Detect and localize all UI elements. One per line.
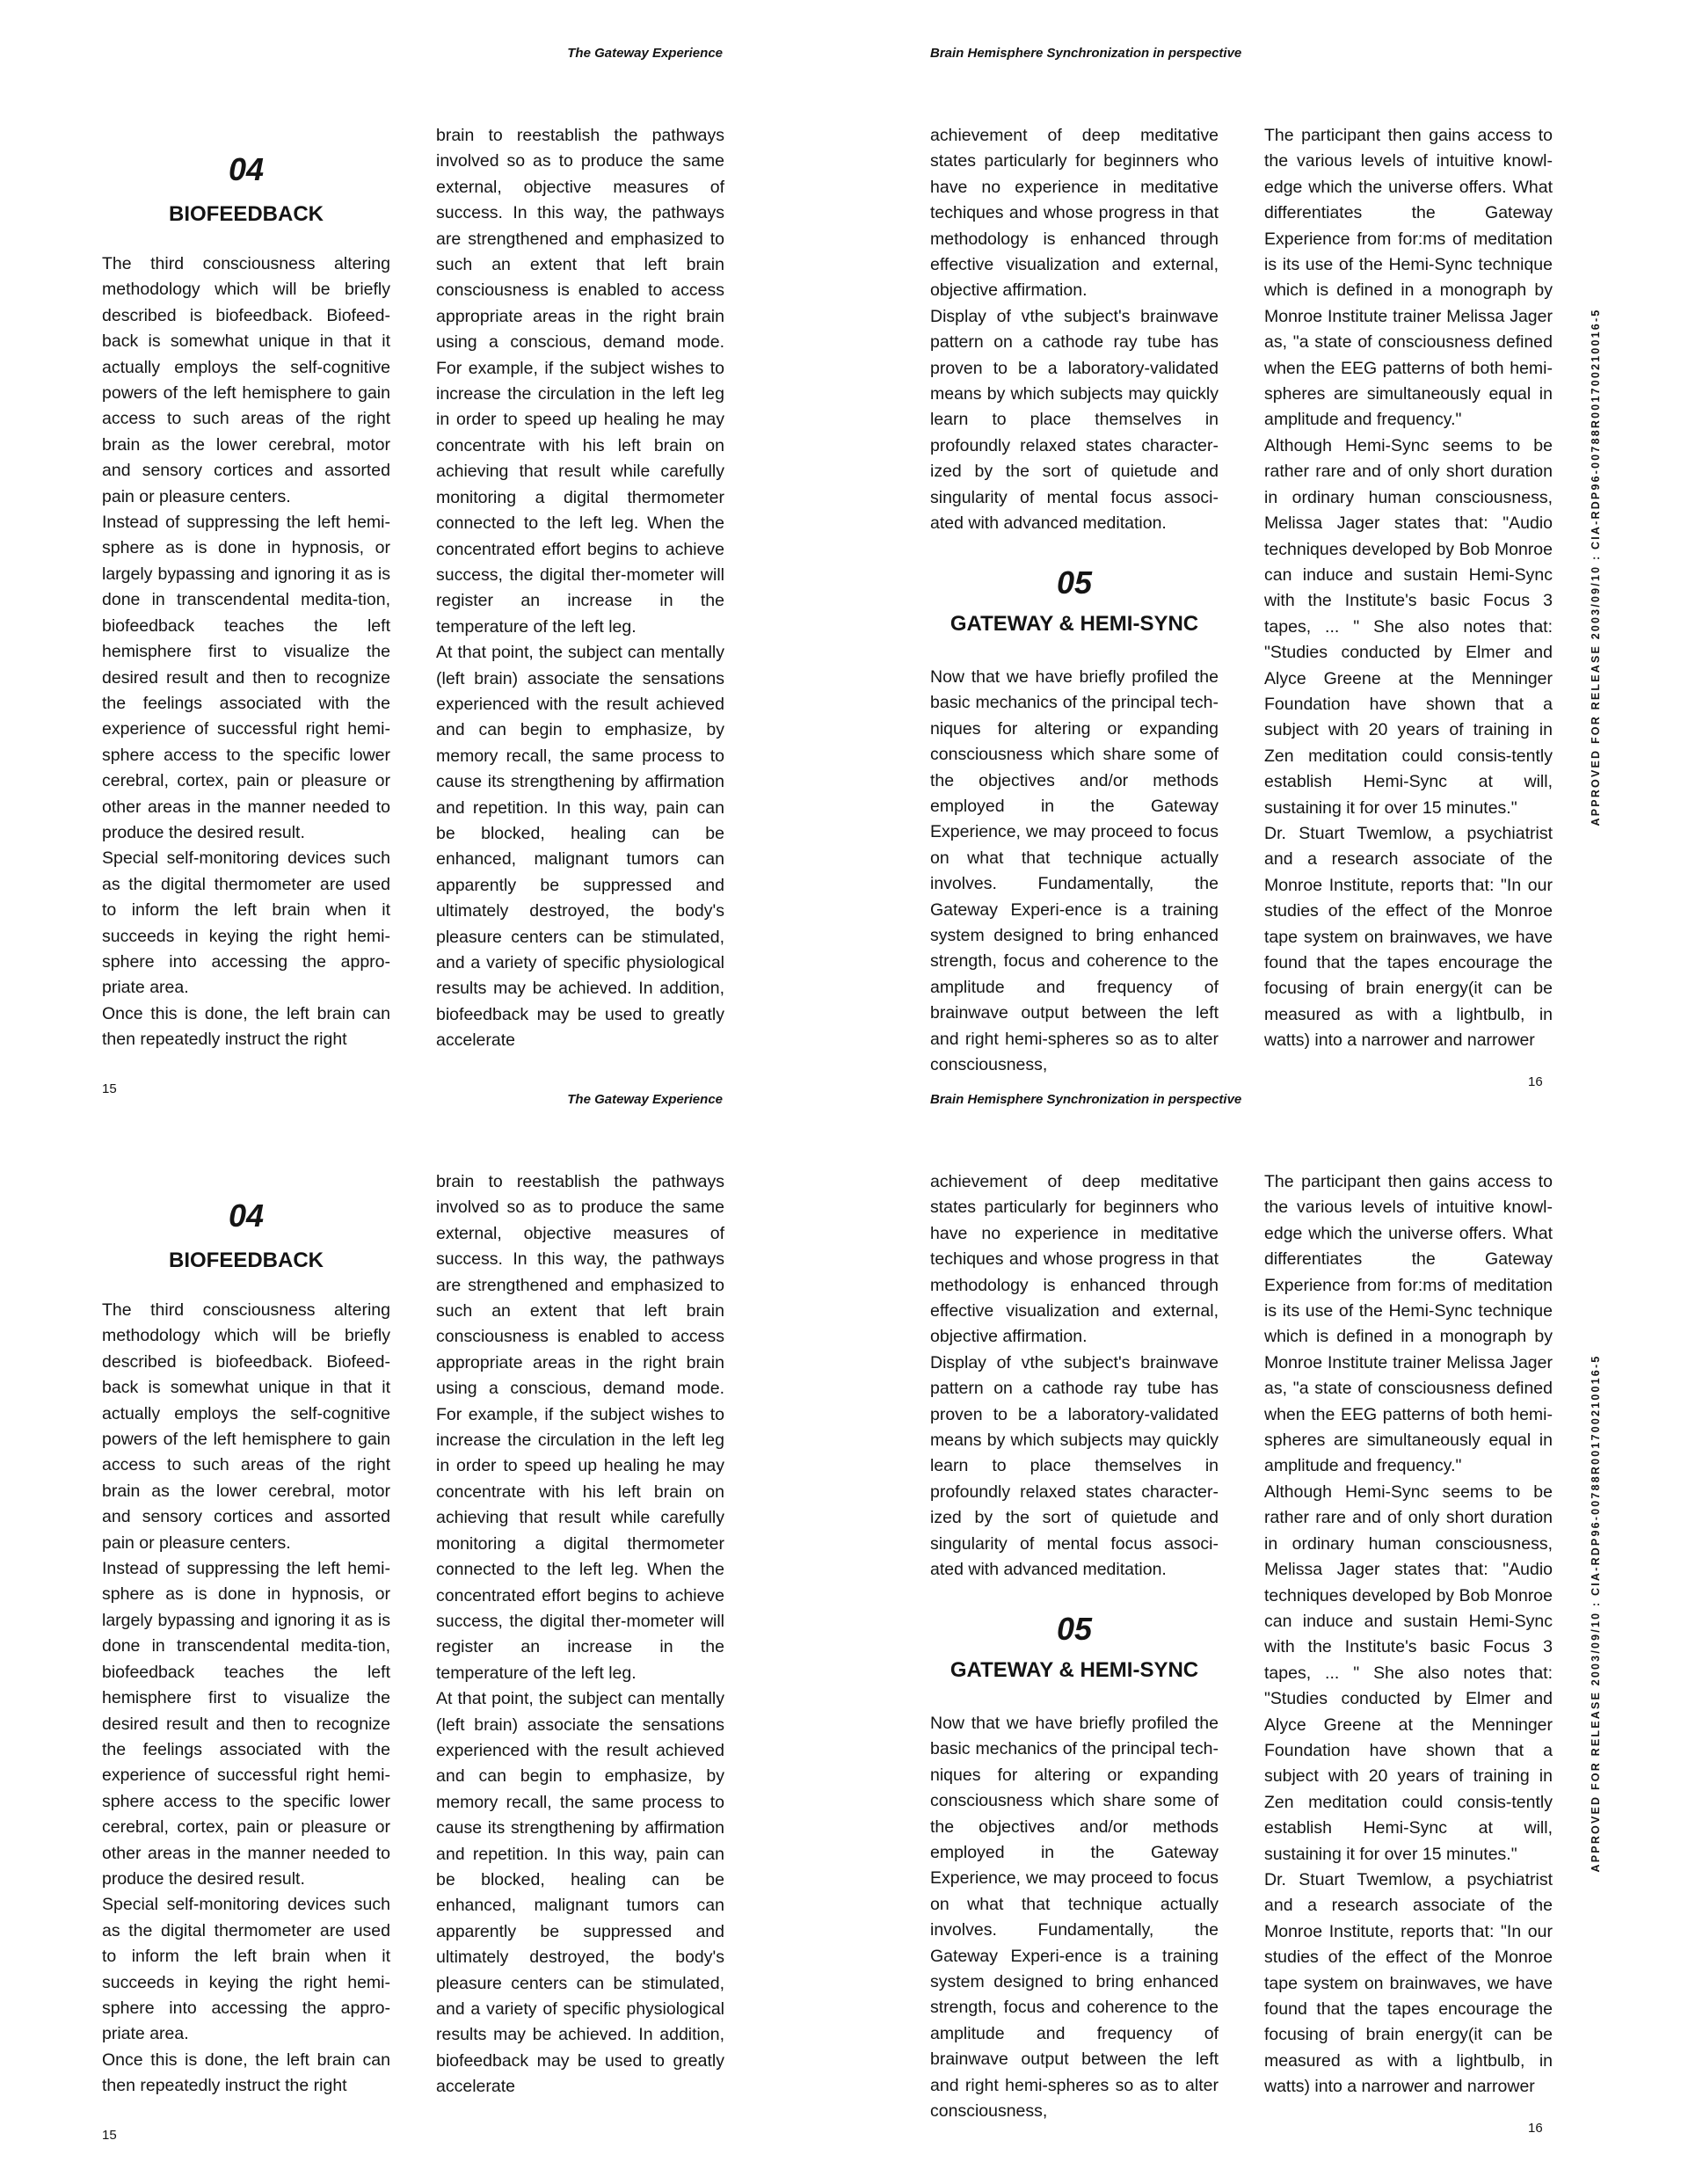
paragraph: Now that we have briefly profiled the basic mechanics of the principal tech-niques for altering or expanding consciousness which share some of the objectives and/or methods employed in the Gateway Experience, we may proceed to focus on what that technique actually involves. Fundamentally, the Gateway Experi-ence is a training system designed to bring enhanced strength, focus and coherence to the amplitude and frequency of brainwave output between the left and right hemi-spheres so as to alter consciousness, bbox=[930, 1714, 1219, 2122]
release-stamp: APPROVED FOR RELEASE 2003/09/10 : CIA-RDP96-00788R001700210016-5 bbox=[1590, 308, 1602, 826]
running-head-right: Brain Hemisphere Synchronization in perspective bbox=[930, 1092, 1242, 1107]
paragraph: The participant then gains access to the various levels of intuitive knowl-edge which the universe offers. What differentiates the Gateway Experience from for:ms of meditation is its use of the Hemi-Sync technique which is defined in a monograph by Monroe Institute trainer Melissa Jager as, "a state of consciousness defined when the EEG patterns of both hemi-spheres are simultaneously equal in amplitude and frequency." bbox=[1264, 126, 1553, 430]
running-head-left: The Gateway Experience bbox=[567, 46, 723, 61]
column-1 bbox=[102, 251, 390, 1053]
column-2 bbox=[436, 123, 724, 1054]
paragraph: achievement of deep meditative states particularly for beginners who have no experience in meditative techiques and whose progress in that methodology is enhanced through effective visualization and external, objective affirmation. bbox=[930, 1172, 1219, 1347]
running-head-left: The Gateway Experience bbox=[567, 1092, 723, 1107]
paragraph: The third consciousness altering methodology which will be briefly described is biofeedback. Biofeed-back is somewhat unique in that it actually employs the self-cognitive powers of the left hemisphere to gain access to such areas of the right brain as the lower cerebral, motor and sensory cortices and assorted pain or pleasure centers. bbox=[102, 1300, 390, 1553]
running-head-right: Brain Hemisphere Synchronization in perspective bbox=[930, 46, 1242, 61]
chapter-title: GATEWAY & HEMI-SYNC bbox=[950, 612, 1199, 636]
page-number-left: 15 bbox=[102, 2128, 117, 2143]
column-3-lower bbox=[930, 665, 1219, 1079]
chapter-number: 04 bbox=[228, 1198, 265, 1234]
paragraph: Dr. Stuart Twemlow, a psychiatrist and a research associate of the Monroe Institute, reports that: "In our studies of the effect of the Monroe tape system on brainwaves, we have found that the tapes encourage the focusing of brain energy(it can be measured as with a lightbulb, in watts) into a narrower and narrower bbox=[1264, 823, 1553, 1051]
column-1 bbox=[102, 1298, 390, 2100]
chapter-title: BIOFEEDBACK bbox=[168, 202, 324, 226]
chapter-title: BIOFEEDBACK bbox=[168, 1249, 324, 1272]
paragraph: Display of vthe subject's brainwave pattern on a cathode ray tube has proven to be a laboratory-validated means by which subjects may quickly learn to place themselves in profoundly relaxed states character-ized by the sort of quietude and singularity of mental focus associ-ated with advanced meditation. bbox=[930, 1352, 1219, 1580]
paragraph: achievement of deep meditative states particularly for beginners who have no experience in meditative techiques and whose progress in that methodology is enhanced through effective visualization and external, objective affirmation. bbox=[930, 126, 1219, 301]
paragraph: Once this is done, the left brain can then repeatedly instruct the right bbox=[102, 2049, 390, 2096]
column-4 bbox=[1264, 1169, 1553, 2100]
paragraph: Special self-monitoring devices such as the digital thermometer are used to inform the left brain when it succeeds in keying the right hemi-sphere into accessing the appro-priate area. bbox=[102, 1895, 390, 2044]
paragraph: Although Hemi-Sync seems to be rather rare and of only short duration in ordinary human consciousness, Melissa Jager states that: "Audio techniques developed by Bob Monroe can induce and sustain Hemi-Sync with the Institute's basic Focus 3 tapes, ... " She also notes that: "Studies conducted by Elmer and Alyce Greene at the Menninger Foundation have shown that a subject with 20 years of training in Zen meditation could consis-tently establish Hemi-Sync at will, sustaining it for over 15 minutes." bbox=[1264, 435, 1553, 818]
chapter-number: 04 bbox=[228, 151, 265, 187]
paragraph: Now that we have briefly profiled the basic mechanics of the principal tech-niques for altering or expanding consciousness which share some of the objectives and/or methods employed in the Gateway Experience, we may proceed to focus on what that technique actually involves. Fundamentally, the Gateway Experi-ence is a training system designed to bring enhanced strength, focus and coherence to the amplitude and frequency of brainwave output between the left and right hemi-spheres so as to alter consciousness, bbox=[930, 667, 1219, 1075]
page-number-right: 16 bbox=[1528, 2121, 1543, 2136]
column-3 bbox=[930, 1169, 1219, 1583]
paragraph: At that point, the subject can mentally (left brain) associate the sensations experienced with the result achieved and can begin to emphasize, by memory recall, the same process to cause its strengthening by affirmation and repetition. In this way, pain can be blocked, healing can be enhanced, malignant tumors can apparently be suppressed and ultimately destroyed, the body's pleasure centers can be stimulated, and a variety of specific physiological results may be achieved. In addition, biofeedback may be used to greatly accelerate bbox=[436, 1689, 724, 2097]
column-3-lower bbox=[930, 1711, 1219, 2125]
column-3 bbox=[930, 123, 1219, 537]
paragraph: Instead of suppressing the left hemi-sphere as is done in hypnosis, or largely bypassing and ignoring it as is done in transcendental medita-tion, biofeedback teaches the left hemisphere first to visualize the desired result and then to recognize the feelings associated with the experience of successful right hemi-sphere access to the specific lower cerebral, cortex, pain or pleasure or other areas in the manner needed to produce the desired result. bbox=[102, 1559, 390, 1889]
paragraph: The third consciousness altering methodology which will be briefly described is biofeedback. Biofeed-back is somewhat unique in that it actually employs the self-cognitive powers of the left hemisphere to gain access to such areas of the right brain as the lower cerebral, motor and sensory cortices and assorted pain or pleasure centers. bbox=[102, 254, 390, 506]
paragraph: brain to reestablish the pathways involved so as to produce the same external, objective measures of success. In this way, the pathways are strengthened and emphasized to such an extent that left brain consciousness is enabled to access appropriate areas in the right brain using a conscious, demand mode. For example, if the subject wishes to increase the circulation in the left leg in order to speed up healing he may concentrate with his left brain on achieving that result while carefully monitoring a digital thermometer connected to the left leg. When the concentrated effort begins to achieve success, the digital ther-mometer will register an increase in the temperature of the left leg. bbox=[436, 126, 724, 637]
release-stamp: APPROVED FOR RELEASE 2003/09/10 : CIA-RDP96-00788R001700210016-5 bbox=[1590, 1354, 1602, 1873]
page-spread-2 bbox=[0, 1046, 1688, 2143]
paragraph: Dr. Stuart Twemlow, a psychiatrist and a research associate of the Monroe Institute, reports that: "In our studies of the effect of the Monroe tape system on brainwaves, we have found that the tapes encourage the focusing of brain energy(it can be measured as with a lightbulb, in watts) into a narrower and narrower bbox=[1264, 1869, 1553, 2097]
page-number-left: 15 bbox=[102, 1081, 117, 1096]
chapter-title: GATEWAY & HEMI-SYNC bbox=[950, 1658, 1199, 1682]
chapter-number: 05 bbox=[1056, 564, 1093, 601]
paragraph: At that point, the subject can mentally (left brain) associate the sensations experienced with the result achieved and can begin to emphasize, by memory recall, the same process to cause its strengthening by affirmation and repetition. In this way, pain can be blocked, healing can be enhanced, malignant tumors can apparently be suppressed and ultimately destroyed, the body's pleasure centers can be stimulated, and a variety of specific physiological results may be achieved. In addition, biofeedback may be used to greatly accelerate bbox=[436, 643, 724, 1051]
paragraph: brain to reestablish the pathways involved so as to produce the same external, objective measures of success. In this way, the pathways are strengthened and emphasized to such an extent that left brain consciousness is enabled to access appropriate areas in the right brain using a conscious, demand mode. For example, if the subject wishes to increase the circulation in the left leg in order to speed up healing he may concentrate with his left brain on achieving that result while carefully monitoring a digital thermometer connected to the left leg. When the concentrated effort begins to achieve success, the digital ther-mometer will register an increase in the temperature of the left leg. bbox=[436, 1172, 724, 1683]
page-number-right: 16 bbox=[1528, 1074, 1543, 1089]
paragraph: Instead of suppressing the left hemi-sphere as is done in hypnosis, or largely bypassing and ignoring it as is done in transcendental medita-tion, biofeedback teaches the left hemisphere first to visualize the desired result and then to recognize the feelings associated with the experience of successful right hemi-sphere access to the specific lower cerebral, cortex, pain or pleasure or other areas in the manner needed to produce the desired result. bbox=[102, 513, 390, 842]
column-2 bbox=[436, 1169, 724, 2100]
paragraph: Display of vthe subject's brainwave pattern on a cathode ray tube has proven to be a laboratory-validated means by which subjects may quickly learn to place themselves in profoundly relaxed states character-ized by the sort of quietude and singularity of mental focus associ-ated with advanced meditation. bbox=[930, 306, 1219, 534]
chapter-number: 05 bbox=[1056, 1611, 1093, 1647]
paragraph: The participant then gains access to the various levels of intuitive knowl-edge which the universe offers. What differentiates the Gateway Experience from for:ms of meditation is its use of the Hemi-Sync technique which is defined in a monograph by Monroe Institute trainer Melissa Jager as, "a state of consciousness defined when the EEG patterns of both hemi-spheres are simultaneously equal in amplitude and frequency." bbox=[1264, 1172, 1553, 1476]
paragraph: Although Hemi-Sync seems to be rather rare and of only short duration in ordinary human consciousness, Melissa Jager states that: "Audio techniques developed by Bob Monroe can induce and sustain Hemi-Sync with the Institute's basic Focus 3 tapes, ... " She also notes that: "Studies conducted by Elmer and Alyce Greene at the Menninger Foundation have shown that a subject with 20 years of training in Zen meditation could consis-tently establish Hemi-Sync at will, sustaining it for over 15 minutes." bbox=[1264, 1481, 1553, 1864]
paragraph: Once this is done, the left brain can then repeatedly instruct the right bbox=[102, 1003, 390, 1050]
column-4 bbox=[1264, 123, 1553, 1054]
paragraph: Special self-monitoring devices such as the digital thermometer are used to inform the left brain when it succeeds in keying the right hemi-sphere into accessing the appro-priate area. bbox=[102, 848, 390, 998]
